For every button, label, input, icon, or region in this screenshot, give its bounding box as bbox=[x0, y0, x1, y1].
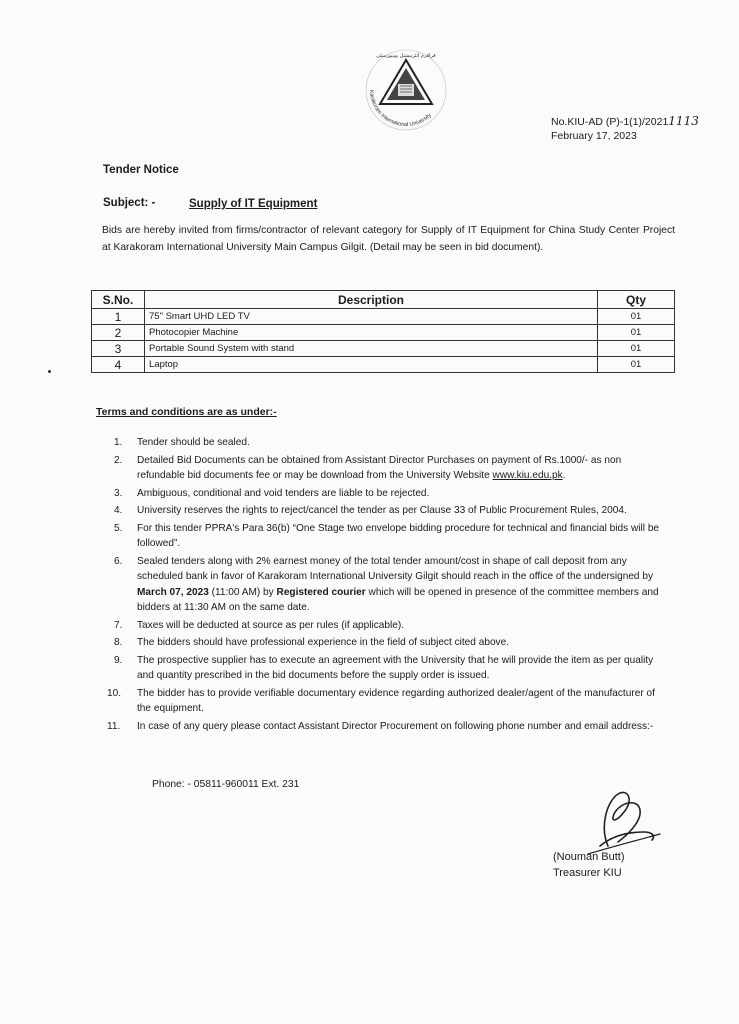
header-description: Description bbox=[145, 291, 598, 309]
signer-name: (Nouman Butt) bbox=[553, 851, 625, 863]
logo-arc-text: Karakoram International University bbox=[367, 89, 433, 129]
term-item bbox=[94, 435, 660, 451]
term-item bbox=[94, 486, 660, 502]
term-number: 4. bbox=[114, 505, 123, 516]
term-item bbox=[94, 554, 660, 616]
term-text: The bidder has to provide verifiable documentary evidence regarding authorized dealer/agent of the manufacturer of the equipment. bbox=[137, 687, 655, 714]
contact-phone: Phone: - 05811-960011 Ext. 231 bbox=[152, 779, 300, 790]
term-number: 2. bbox=[114, 454, 123, 466]
row-description: Photocopier Machine bbox=[145, 325, 598, 341]
term-item bbox=[94, 635, 660, 651]
row-description: 75" Smart UHD LED TV bbox=[145, 309, 598, 325]
row-qty: 01 bbox=[598, 357, 675, 373]
terms-list bbox=[94, 435, 660, 736]
row-description: Laptop bbox=[145, 357, 598, 373]
deadline-date: March 07, 2023 bbox=[137, 586, 209, 598]
term-number: 3. bbox=[114, 487, 123, 499]
row-sno: 3 bbox=[92, 341, 145, 357]
row-qty: 01 bbox=[598, 309, 675, 325]
term-text: Taxes will be deducted at source as per rules (if applicable). bbox=[137, 619, 405, 631]
term-text-end: which will be opened in presence of the committee members and bidders at 11:30 AM on the same date. bbox=[137, 586, 659, 613]
term-text: For this tender PPRA's Para 36(b) “One Stage two envelope bidding procedure for technical and financial bids will be followed”. bbox=[137, 522, 660, 549]
term-number: 1. bbox=[114, 437, 123, 448]
term-number: 6. bbox=[114, 555, 123, 567]
term-text: The bidders should have professional experience in the field of subject cited above. bbox=[137, 637, 510, 648]
row-qty: 01 bbox=[598, 341, 675, 357]
subject-line bbox=[103, 197, 318, 210]
reference-block bbox=[551, 114, 699, 143]
handwritten-number: 1113 bbox=[668, 114, 699, 128]
term-item bbox=[94, 686, 660, 717]
term-item bbox=[94, 453, 660, 484]
table-row bbox=[92, 341, 675, 357]
website-link[interactable]: www.kiu.edu.pk bbox=[492, 470, 563, 481]
reference-number: No.KIU-AD (P)-1(1)/2021 bbox=[551, 116, 669, 128]
term-number: 8. bbox=[114, 637, 123, 648]
terms-heading: Terms and conditions are as under:- bbox=[96, 406, 277, 418]
term-item bbox=[94, 618, 660, 634]
intro-paragraph: Bids are hereby invited from firms/contractor of relevant category for Supply of IT Equipment for China Study Center Project at Karakoram International University Main Campus Gilgit. (Detail may be seen in bid document). bbox=[102, 225, 675, 253]
term-text: The prospective supplier has to execute an agreement with the University that he will provide the item as per quality and quantity prescribed in the bid documents before the supply order is issued. bbox=[137, 654, 654, 681]
header-sno: S.No. bbox=[92, 291, 145, 309]
subject-value: Supply of IT Equipment bbox=[189, 198, 318, 210]
term-text: Sealed tenders along with 2% earnest money of the total tender amount/cost in shape of call deposit from any scheduled bank in favor of Karakoram International University Gilgit should reach in the office of the undersigned by bbox=[137, 555, 654, 582]
term-text: Detailed Bid Documents can be obtained from Assistant Director Purchases on payment of Rs.1000/- as non refundable bid documents fee or may be download from the University Website bbox=[137, 454, 622, 481]
subject-label: Subject: - bbox=[103, 197, 156, 209]
logo-urdu-text: قراقرم انٹرنیشنل یونیورسٹی bbox=[376, 53, 436, 59]
row-sno: 4 bbox=[92, 357, 145, 373]
term-item bbox=[94, 503, 660, 519]
term-text: In case of any query please contact Assistant Director Procurement on following phone number and email address:- bbox=[137, 720, 654, 732]
term-number: 10. bbox=[107, 687, 122, 699]
header-qty: Qty bbox=[598, 291, 675, 309]
term-text: University reserves the rights to reject/cancel the tender as per Clause 33 of Public Procurement Rules, 2004. bbox=[137, 505, 627, 516]
row-description: Portable Sound System with stand bbox=[145, 341, 598, 357]
term-item bbox=[94, 719, 660, 735]
signer-block bbox=[553, 849, 625, 881]
row-qty: 01 bbox=[598, 325, 675, 341]
table-row bbox=[92, 357, 675, 373]
table-header-row bbox=[92, 291, 675, 309]
term-number: 9. bbox=[114, 654, 123, 666]
term-text: Ambiguous, conditional and void tenders are liable to be rejected. bbox=[137, 487, 430, 499]
term-text: Tender should be sealed. bbox=[137, 437, 250, 448]
table-row bbox=[92, 309, 675, 325]
reference-date: February 17, 2023 bbox=[551, 130, 637, 142]
term-item bbox=[94, 521, 660, 552]
term-text-mid: (11:00 AM) by bbox=[208, 586, 277, 598]
table-row bbox=[92, 325, 675, 341]
term-number: 5. bbox=[114, 522, 123, 534]
signer-title: Treasurer KIU bbox=[553, 867, 622, 879]
university-logo bbox=[356, 48, 456, 143]
items-table bbox=[91, 290, 675, 373]
row-sno: 2 bbox=[92, 325, 145, 341]
term-number: 7. bbox=[114, 619, 123, 631]
row-sno: 1 bbox=[92, 309, 145, 325]
scan-speck bbox=[48, 370, 51, 373]
term-item bbox=[94, 653, 660, 684]
notice-title: Tender Notice bbox=[103, 164, 179, 176]
term-text-end: . bbox=[562, 470, 566, 481]
term-number: 11. bbox=[107, 720, 121, 732]
courier-text: Registered courier bbox=[276, 586, 366, 598]
